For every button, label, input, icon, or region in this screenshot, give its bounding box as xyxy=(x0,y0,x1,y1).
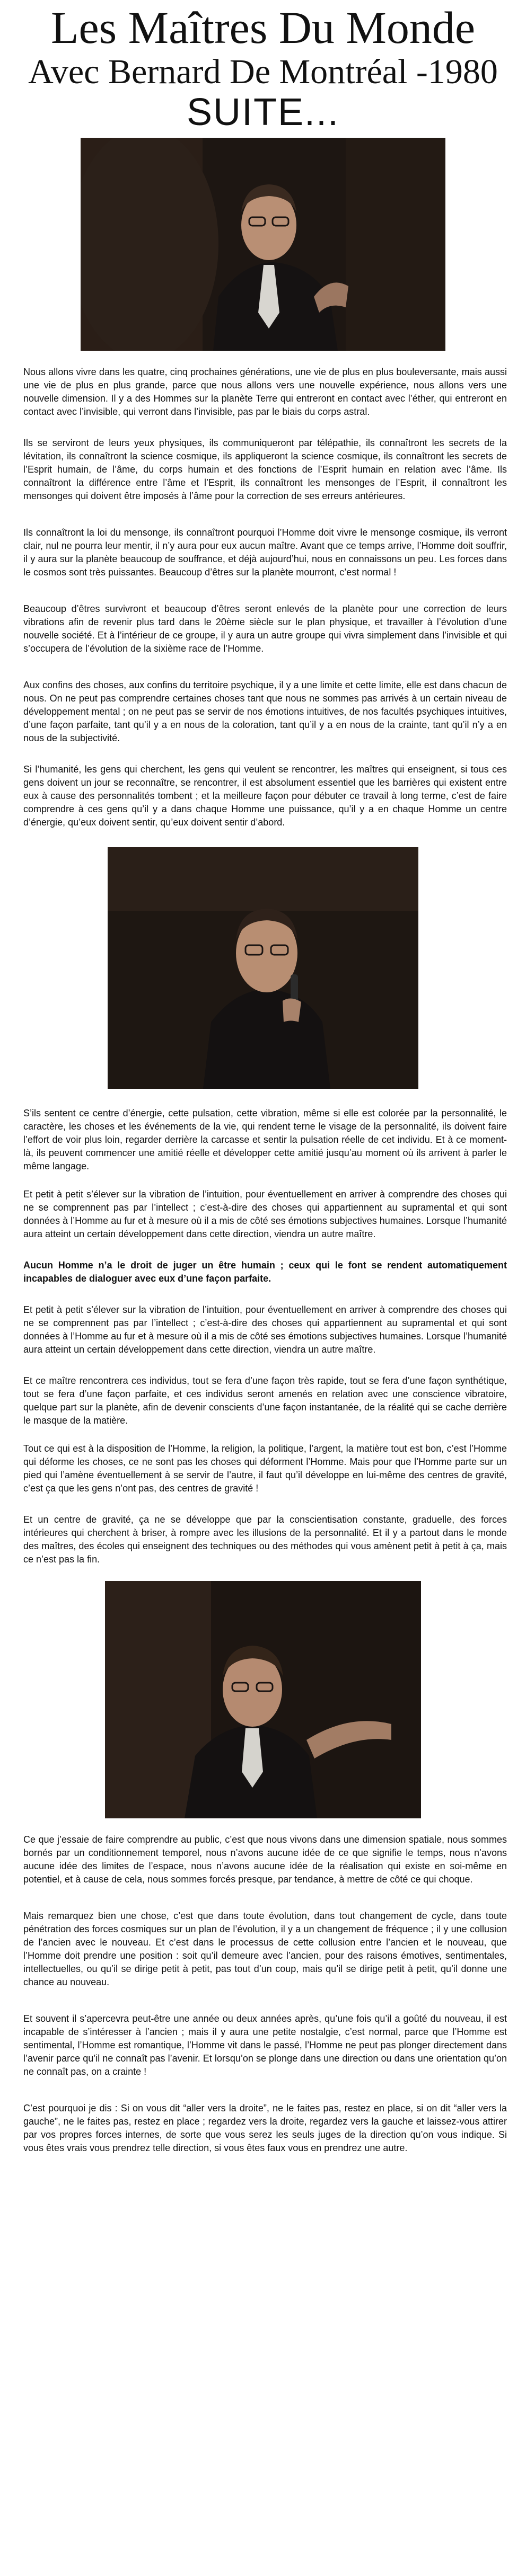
content-section-3 xyxy=(0,1818,526,2155)
paragraph: Tout ce qui est à la disposition de l’Homme, la religion, la politique, l’argent, la matière tout est bon, c’est l’Homme qui déforme les choses, ce ne sont pas les choses qui déforment l’Homme. Mais pour que l’Homme parte sur un pied qui l’amène éventuellement à se servir de l’autre, il faut qu’il développe en lui-même des centres de gravité, c’est ça que les gens n’ont pas, des centres de gravité ! xyxy=(23,1443,507,1494)
paragraph: C’est pourquoi je dis : Si on vous dit “aller vers la droite”, ne le faites pas, restez en place, si on dit “aller vers la gauche”, ne le faites pas, restez en place ; regardez vers la droite, regardez vers la gauche et laissez-vous attirer par vos propres forces internes, de sorte que vous serez les seuls juges de la direction qu’on vous indique. Si vous êtes vrais vous prendrez telle direction, si vous êtes faux vous en prendrez une autre. xyxy=(23,2103,507,2153)
content-section-1 xyxy=(0,351,526,847)
paragraph: Et un centre de gravité, ça ne se développe que par la conscientisation constante, graduelle, des forces intérieures qui cherchent à briser, à rompre avec les illusions de la personnalité. Et il y a partout dans le monde des maîtres, des écoles qui enseignent des techniques ou des méthodes qui vous amènent petit à petit à ça, mais ce n’est pas la fin. xyxy=(23,1514,507,1565)
paragraph: Et ce maître rencontrera ces individus, tout se fera d’une façon très rapide, tout se fera d’une façon synthétique, tout se fera d’une façon parfaite, et ces individus seront amenés en relation avec une conscience vibratoire, quelque part sur la planète, afin de devenir conscients d’une façon instantanée, de la réalité qui se cache derrière le masque de la matière. xyxy=(23,1375,507,1426)
paragraph: Beaucoup d’êtres survivront et beaucoup d’êtres seront enlevés de la planète pour une correction de leurs vibrations afin de revenir plus tard dans le 20ème siècle sur le plan physique, et travailler à l’évolution d’une nouvelle société. Et à l’intérieur de ce groupe, il y aura un autre groupe qui vivra simplement dans l’invisible et qui s’occupera de l’évolution de la sixième race de l’Homme. xyxy=(23,603,507,654)
paragraph: Aux confins des choses, aux confins du territoire psychique, il y a une limite et cette limite, elle est dans chacun de nous. On ne peut pas comprendre certaines choses tant que nous ne sommes pas arrivés à un certain niveau de développement mental ; on ne peut pas se servir de nos émotions intuitives, de nos facultés psychiques intuitives, d’une façon parfaite, tant qu’il y a en nous de la coloration, tant qu’il y a en nous de la crainte, tant qu’il n’y a en nous de la subjectivité. xyxy=(23,680,507,743)
paragraph: Ils se serviront de leurs yeux physiques, ils communiqueront par télépathie, ils connaîtront les secrets de la lévitation, ils connaîtront la science cosmique, ils appliqueront la science cosmique, ils connaîtront les secrets de l’Esprit humain, de l’âme, du corps humain et des fonctions de l’Esprit humain en relation avec l’âme. Ils connaîtront la différence entre l’âme et l’Esprit, ils connaîtront les mensonges de l’Esprit, il connaîtront les mensonges qui doivent être imposés à l’âme pour la correction de ses erreurs antérieures. xyxy=(23,438,507,501)
emphasis-paragraph: Aucun Homme n’a le droit de juger un être humain ; ceux qui le font se rendent automatiquement incapables de dialoguer avec eux d’une façon parfaite. xyxy=(23,1260,507,1284)
page-title: Les Maîtres Du Monde xyxy=(50,2,476,53)
paragraph: Ils connaîtront la loi du mensonge, ils connaîtront pourquoi l’Homme doit vivre le mensonge cosmique, ils verront clair, nul ne pourra leur mentir, il n’y aura pour eux aucun maître. Avant que ce temps arrive, l’Homme doit souffrir, il y aura sur la planète beaucoup de souffrance, et déjà aujourd’hui, nous en connaissons un peu. Les forces dans le cosmos sont très puissantes. Beaucoup d’êtres sur la planète mourront, c’est normal ! xyxy=(23,527,507,578)
speaker-photo-1 xyxy=(81,138,445,351)
speaker-photo-3-image xyxy=(105,1581,421,1818)
suite-label: SUITE... xyxy=(186,91,340,134)
speaker-photo-1-image xyxy=(81,138,445,351)
paragraph: Si l’humanité, les gens qui cherchent, les gens qui veulent se rencontrer, les maîtres qui enseignent, si tous ces gens doivent un jour se reconnaître, se rencontrer, il est absolument essentiel que les barrières qui existent entre eux à cause des personnalités tombent ; et la meilleure façon pour débuter ce travail à long terme, c’est de faire comprendre à ces gens qu’il y a dans chaque Homme une puissance, qu’il y a en chaque Homme un centre d’énergie, qu’eux doivent sentir, qu’eux doivent sentir d’abord. xyxy=(23,764,507,828)
paragraph: Et petit à petit s’élever sur la vibration de l’intuition, pour éventuellement en arriver à comprendre des choses qui ne se comprennent pas par l’intellect ; c’est-à-dire des choses qui appartiennent au supramental et qui sont données à l’Homme au fur et à mesure où il a mis de côté ses émotions subjectives humaines. Lorsque l’humanité aura atteint un certain développement dans cette direction, viendra un autre maître. xyxy=(23,1189,507,1239)
speaker-photo-3 xyxy=(105,1581,421,1818)
paragraph: Ce que j’essaie de faire comprendre au public, c’est que nous vivons dans une dimension spatiale, nous sommes bornés par un conditionnement temporel, nous n’avons aucune idée de ce que signifie le temps, nous n’avons aucune idée des limites de l’espace, nous n’avons aucune idée de la réalisation qui existe en soi-même en potentiel, et à cause de cela, nous sommes forcés presque, par tendance, à mettre de côté ce qui choque. xyxy=(23,1834,507,1885)
page-subtitle: Avec Bernard De Montréal -1980 xyxy=(28,52,498,91)
paragraph: Et souvent il s’apercevra peut-être une année ou deux années après, qu’une fois qu’il a goûté du nouveau, il est incapable de s’intéresser à l’ancien ; mais il y aura une petite nostalgie, c’est normal, parce que l’Homme est sentimental, l’Homme est romantique, l’Homme vit dans le passé, l’Homme ne peut pas plonger directement dans l’avenir parce qu’il ne connaît pas l’avenir. Et lorsqu’on se plonge dans une direction ou dans une orientation qu’on ne connaît pas, on a crainte ! xyxy=(23,2013,507,2077)
paragraph: Nous allons vivre dans les quatre, cinq prochaines générations, une vie de plus en plus bouleversante, mais aussi une vie de plus en plus grande, parce que nous allons vers une nouvelle expérience, nous allons vers une nouvelle dimension. Il y a des Hommes sur la planète Terre qui entreront en contact avec l’éther, qui entreront en contact avec l’invisible, qui verront dans l’invisible, pas par le biais du corps astral. xyxy=(23,367,507,417)
paragraph: S’ils sentent ce centre d’énergie, cette pulsation, cette vibration, même si elle est colorée par la personnalité, le caractère, les choses et les événements de la vie, qui rendent terne le visage de la personnalité, ils doivent faire l’effort de voir plus loin, regarder derrière la carcasse et sentir la pulsation réelle de cet individu. Et à ce moment-là, ils peuvent commencer une amitié réelle et développer cette amitié jusqu’au moment où ils arrivent à parler le même langage. xyxy=(23,1108,507,1171)
paragraph: Mais remarquez bien une chose, c’est que dans toute évolution, dans tout changement de cycle, dans toute pénétration des forces cosmiques sur un plan de l’évolution, il y a un changement de fréquence ; il y une collusion de l’ancien avec le nouveau. Et c’est dans le processus de cette collusion entre l’ancien et le nouveau, que l’Homme doit prendre une position : soit qu’il demeure avec l’ancien, pour des raisons émotives, sentimentales, intellectuelles, ou qu’il se dirige petit à petit, pas tout d’un coup, mais qu’il se dirige petit à petit, qu’il donne une chance au nouveau. xyxy=(23,1911,507,1987)
speaker-photo-2 xyxy=(108,847,418,1089)
paragraph: Et petit à petit s’élever sur la vibration de l’intuition, pour éventuellement en arriver à comprendre des choses qui ne se comprennent pas par l’intellect ; c’est-à-dire des choses qui appartiennent au supramental et qui sont données à l’Homme au fur et à mesure où il a mis de côté ses émotions subjectives humaines. Lorsque l’humanité aura atteint un certain développement dans cette direction, viendra un autre maître. xyxy=(23,1304,507,1355)
title-block xyxy=(0,0,526,134)
content-section-2 xyxy=(0,1089,526,1581)
speaker-photo-2-image xyxy=(108,847,418,1089)
